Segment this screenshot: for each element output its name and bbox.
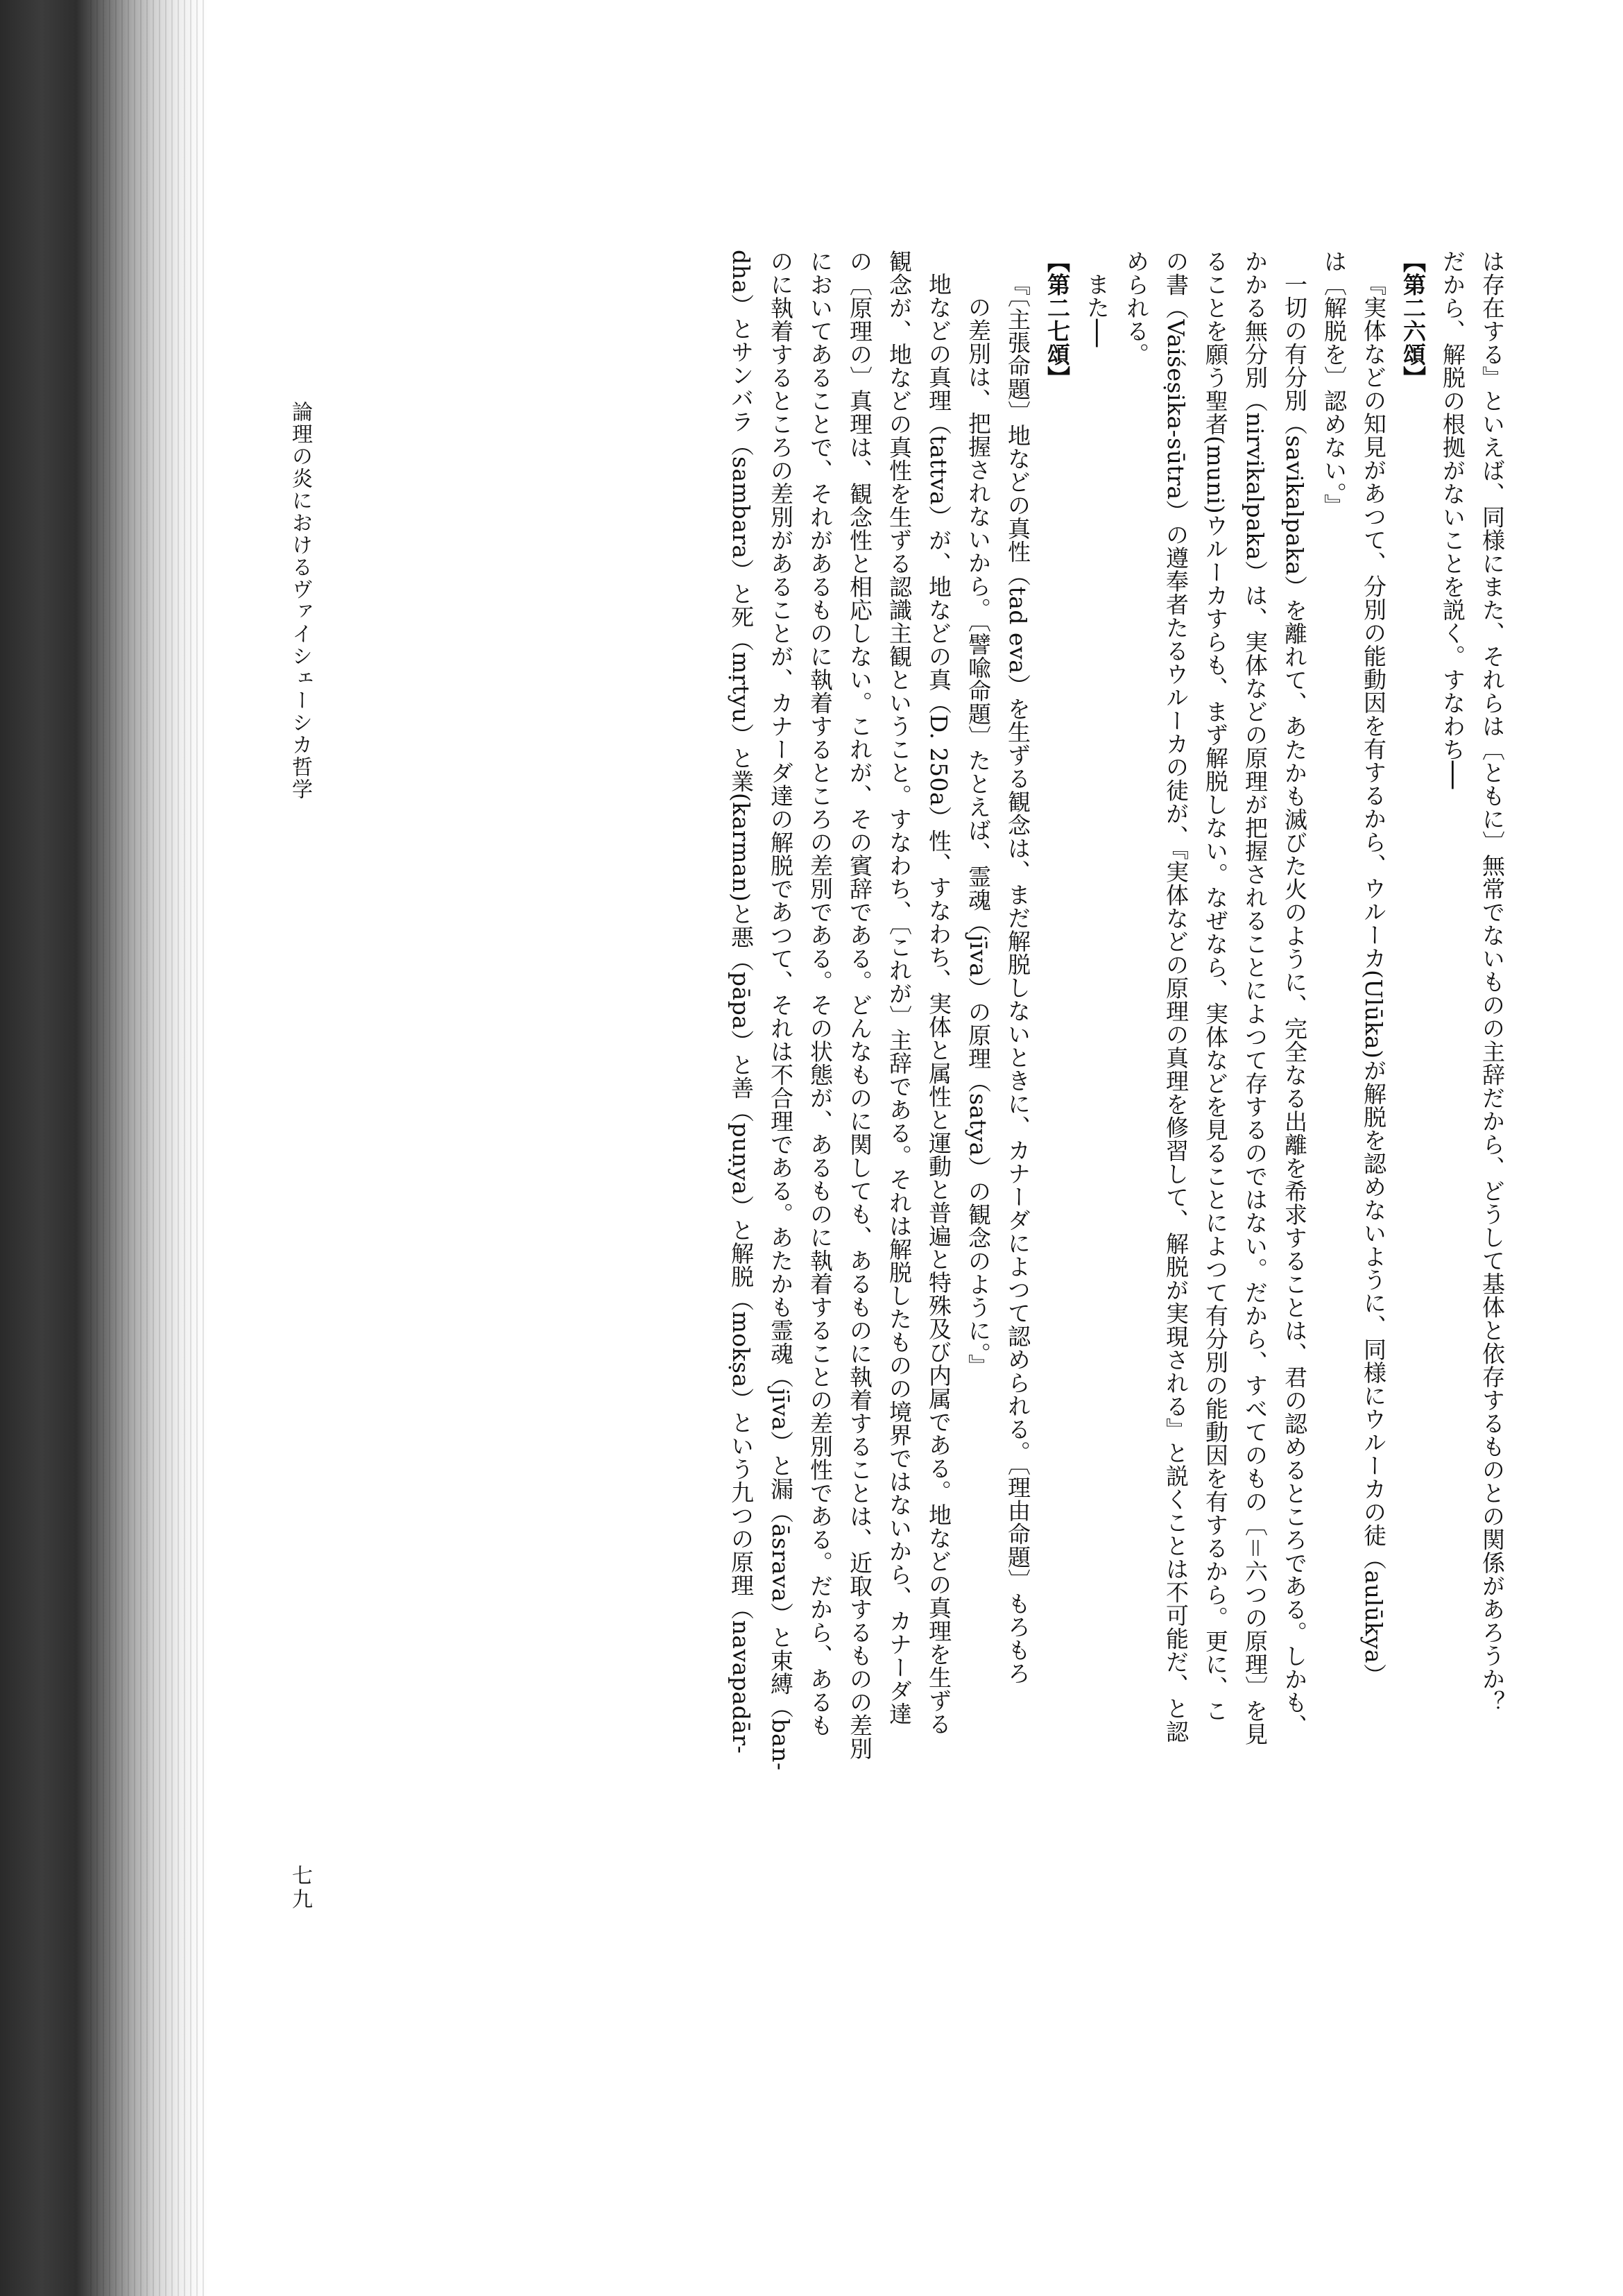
- text-column: の書（Vaiśeṣika-sūtra）の遵奉者たるウルーカの徒が、『実体などの原理の真理を修習して、解脱が実現される』と説くことは不可能だ、と認: [1162, 250, 1190, 1744]
- text-column: だから、解脱の根拠がないことを説く。すなわち──: [1439, 250, 1466, 789]
- vertical-text-block: [721, 250, 1512, 2095]
- text-column: 一切の有分別（savikalpaka）を離れて、あたかも滅びた火のように、完全なる出離を希求することは、君の認めるところである。しかも、: [1281, 273, 1308, 1738]
- text-column: ることを願う聖者(muni)ウルーカすらも、まず解脱しない。なぜなら、実体などを見ることによつて有分別の能動因を有するから。更に、こ: [1202, 250, 1229, 1723]
- text-column: dha）とサンバラ（sambara）と死（mṛtyu）と業(karman)と悪（pāpa）と善（puṇya）と解脱（mokṣa）という九つの原理（navapadār-: [728, 250, 755, 1754]
- text-column: 観念が、地などの真性を生ずる認識主観ということ。すなわち、〔これが〕主辞である。それは解脱したものの境界ではないから、カナーダ達: [886, 250, 913, 1726]
- verse-quote: 『実体などの知見があつて、分別の能動因を有するから、ウルーカ(Ulūka)が解脱を認めないように、同様にウルーカの徒（aulūkya）: [1360, 273, 1387, 1687]
- text-column: かかる無分別（nirvikalpaka）は、実体などの原理が把握されることによつて存するのではない。だから、すべてのもの〔＝六つの原理〕を見: [1242, 250, 1269, 1746]
- text-column: のに執着するところの差別があることが、カナーダ達の解脱であつて、それは不合理である。あたかも霊魂（jīva）と漏（āsrava）と束縛（ban-: [767, 250, 794, 1771]
- verse-quote: 『〔主張命題〕地などの真性（tad eva）を生ずる観念は、まだ解脱しないときに、カナーダによつて認められる。〔理由命題〕もろもろ: [1004, 273, 1031, 1685]
- text-column: 地などの真理（tattva）が、地などの真（D. 250a）性、すなわち、実体と属性と運動と普遍と特殊及び内属である。地などの真理を生ずる: [925, 273, 952, 1736]
- running-title: 論理の炎におけるヴァイシェーシカ哲学: [288, 401, 312, 800]
- verse-quote: の差別は、把握されないから。〔譬喩命題〕たとえば、霊魂（jīva）の原理（satya）の観念のように。』: [965, 295, 992, 1378]
- text-column: は存在する』といえば、同様にまた、それらは〔ともに〕無常でないものの主辞だから、どうして基体と依存するものとの関係があろうか？: [1479, 250, 1506, 1714]
- verse-heading: 【第二七頌】: [1044, 250, 1071, 389]
- text-column: の〔原理の〕真理は、観念性と相応しない。これが、その賓辞である。どんなものに関しても、あるものに執着することは、近取するものの差別: [846, 250, 873, 1760]
- text-column: また──: [1083, 273, 1110, 348]
- page-edge-streaks: [90, 0, 208, 2296]
- page-number: 七九: [288, 1865, 312, 1912]
- text-column: においてあることで、それがあるものに執着するところの差別である。その状態が、あるものに執着することの差別性である。だから、あるも: [807, 250, 834, 1737]
- text-column: められる。: [1123, 250, 1150, 366]
- verse-quote: は〔解脱を〕認めない。』: [1321, 250, 1348, 517]
- verse-heading: 【第二六頌】: [1400, 250, 1427, 389]
